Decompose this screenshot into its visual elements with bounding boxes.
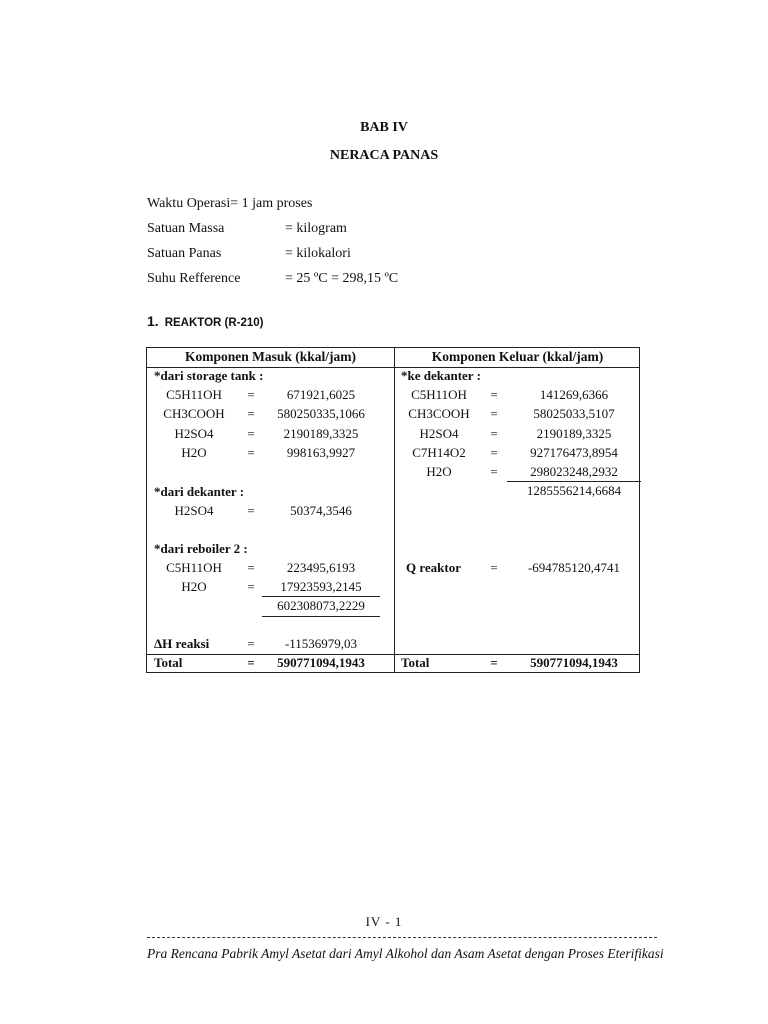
out-group-title: *ke dekanter : — [401, 368, 481, 383]
info-value: = kilokalori — [285, 246, 351, 261]
out-value: 58025033,5107 — [533, 406, 615, 421]
info-row — [147, 196, 312, 212]
equals-sign: = — [247, 579, 255, 594]
out-component: H2SO4 — [419, 426, 459, 441]
in-value: 50374,3546 — [290, 503, 352, 518]
in-group-title: *dari reboiler 2 : — [154, 541, 248, 556]
in-value: 998163,9927 — [286, 445, 356, 460]
out-component: C5H11OH — [411, 387, 467, 402]
equals-sign: = — [490, 406, 498, 421]
info-label: Satuan Massa — [147, 221, 225, 236]
in-subtotal: 602308073,2229 — [277, 598, 365, 613]
out-value: 141269,6366 — [539, 387, 609, 402]
reaction-label: ΔH reaksi — [154, 636, 210, 651]
info-value: = 25 ºC = 298,15 ºC — [285, 271, 399, 286]
page-number: IV - 1 — [365, 914, 403, 929]
heat-balance-table — [146, 347, 640, 673]
in-value: 580250335,1066 — [277, 406, 365, 421]
out-value: 298023248,2932 — [530, 464, 618, 479]
info-label: Satuan Panas — [147, 246, 222, 261]
info-label: Waktu Operasi — [147, 196, 231, 211]
total-out-label: Total — [401, 655, 430, 670]
in-component: H2O — [181, 579, 207, 594]
out-component: H2O — [426, 464, 452, 479]
out-subtotal-rule — [507, 481, 641, 482]
header-in: Komponen Masuk (kkal/jam) — [184, 349, 357, 364]
info-row — [147, 221, 347, 237]
equals-sign: = — [490, 560, 498, 575]
equals-sign: = — [247, 445, 255, 460]
in-component: H2SO4 — [174, 426, 214, 441]
in-value: 671921,6025 — [286, 387, 356, 402]
header-out: Komponen Keluar (kkal/jam) — [431, 349, 604, 364]
page-footer: Pra Rencana Pabrik Amyl Asetat dari Amyl Alkohol dan Asam Asetat dengan Proses Eterifikasi — [147, 946, 664, 961]
q-reaktor-label: Q reaktor — [406, 560, 461, 575]
in-value: 223495,6193 — [286, 560, 356, 575]
in-group-title: *dari storage tank : — [154, 368, 264, 383]
in-component: H2O — [181, 445, 207, 460]
in-subtotal-rule — [262, 596, 380, 597]
in-component: C5H11OH — [166, 387, 222, 402]
equals-sign: = — [247, 655, 255, 670]
equals-sign: = — [247, 387, 255, 402]
info-value: = 1 jam proses — [230, 196, 313, 211]
equals-sign: = — [490, 464, 498, 479]
info-row — [147, 246, 351, 262]
out-value: 927176473,8954 — [530, 445, 618, 460]
out-value: 2190189,3325 — [536, 426, 612, 441]
q-reaktor-value: -694785120,4741 — [527, 560, 621, 575]
equals-sign: = — [247, 406, 255, 421]
section-title: REAKTOR (R-210) — [164, 317, 264, 329]
section-number: 1. — [147, 313, 159, 329]
total-in-label: Total — [154, 655, 183, 670]
equals-sign: = — [490, 426, 498, 441]
info-row — [147, 271, 399, 287]
equals-sign: = — [490, 387, 498, 402]
in-component: CH3COOH — [163, 406, 225, 421]
equals-sign: = — [490, 445, 498, 460]
chapter-heading: BAB IV — [360, 120, 408, 135]
in-group-title: *dari dekanter : — [154, 484, 245, 499]
info-value: = kilogram — [285, 221, 347, 236]
reaction-value: -11536979,03 — [284, 636, 358, 651]
footer-divider — [147, 937, 657, 938]
equals-sign: = — [247, 636, 255, 651]
out-component: CH3COOH — [408, 406, 470, 421]
in-value: 17923593,2145 — [280, 579, 362, 594]
equals-sign: = — [247, 503, 255, 518]
in-value: 2190189,3325 — [283, 426, 359, 441]
in-subtotal-rule-bottom — [262, 616, 380, 617]
in-component: H2SO4 — [174, 503, 214, 518]
total-in-value: 590771094,1943 — [277, 655, 365, 670]
out-subtotal: 1285556214,6684 — [526, 483, 622, 498]
equals-sign: = — [247, 560, 255, 575]
chapter-title: NERACA PANAS — [329, 148, 439, 163]
total-out-value: 590771094,1943 — [530, 655, 618, 670]
info-label: Suhu Refference — [147, 271, 241, 286]
section-heading — [147, 313, 264, 329]
out-component: C7H14O2 — [412, 445, 466, 460]
in-component: C5H11OH — [166, 560, 222, 575]
equals-sign: = — [247, 426, 255, 441]
equals-sign: = — [490, 655, 498, 670]
